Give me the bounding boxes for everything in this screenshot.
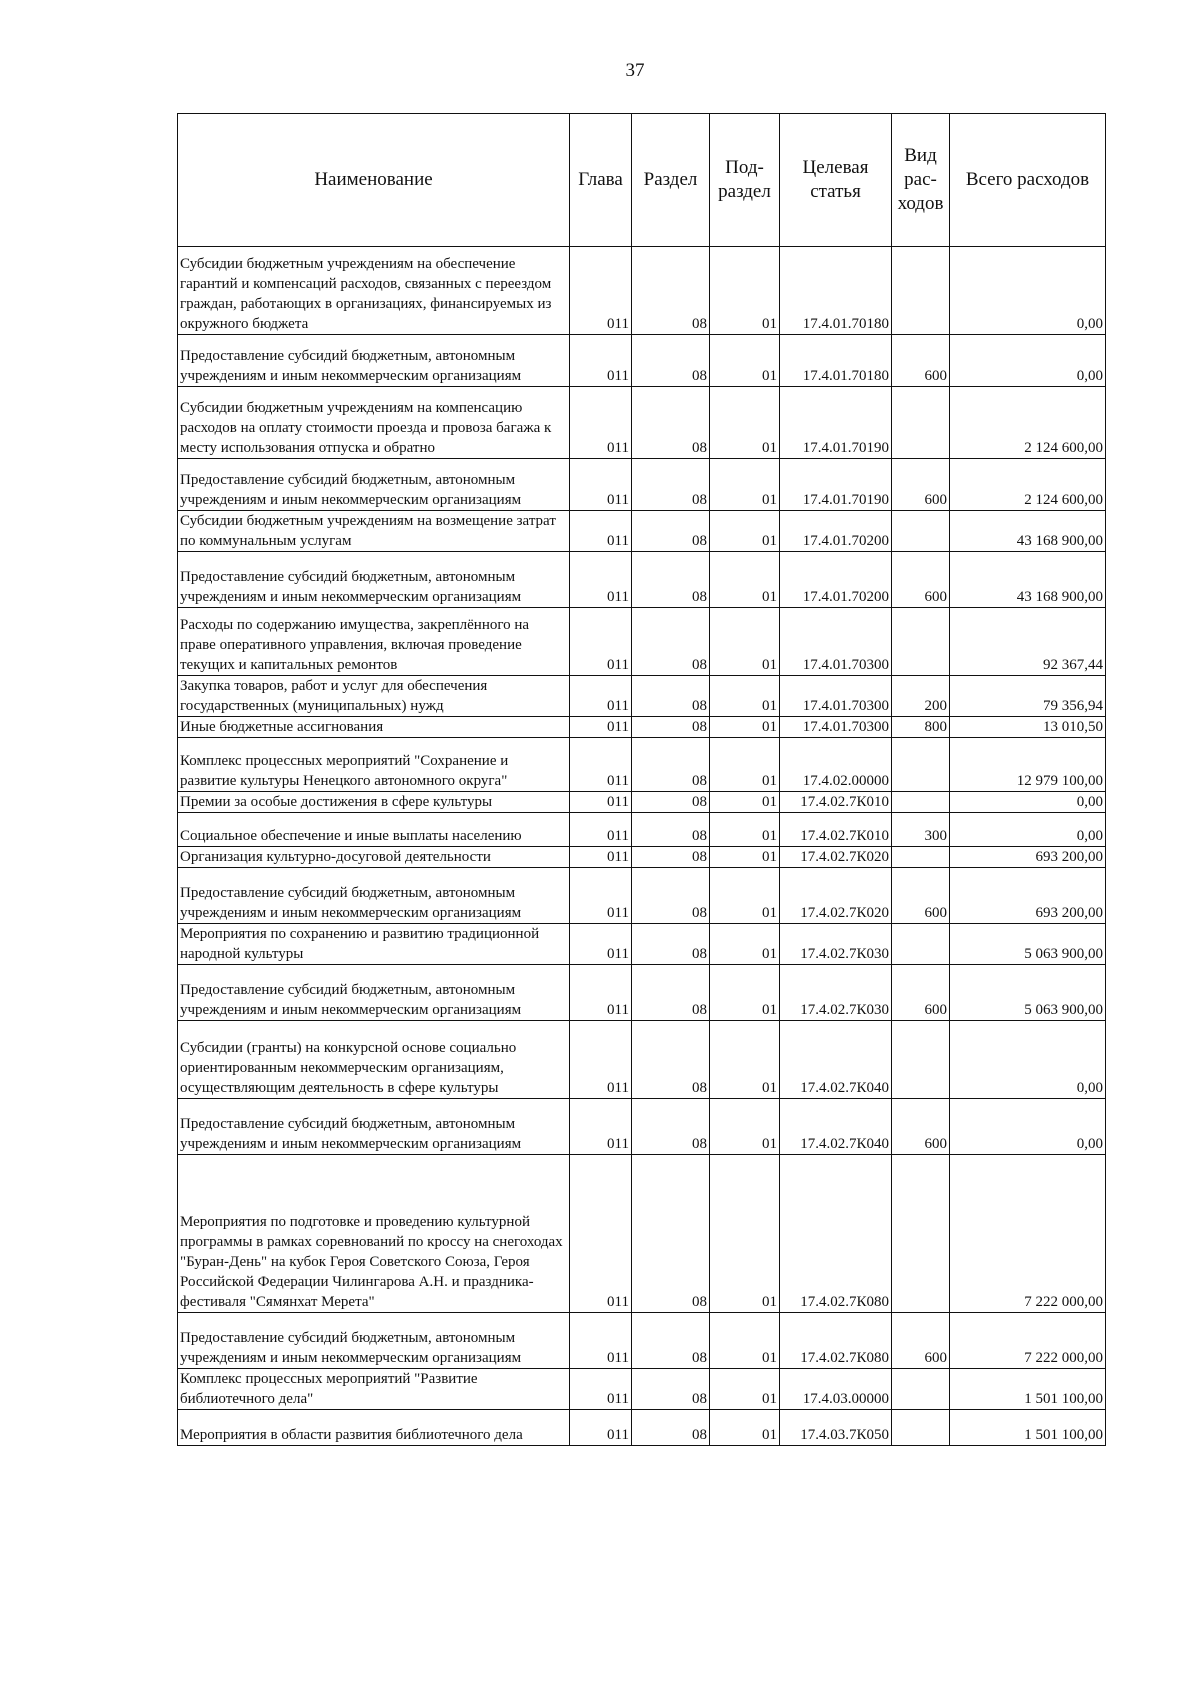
row-vid-cell: 600 — [892, 552, 950, 608]
table-row — [178, 924, 1106, 965]
row-total-cell: 5 063 900,00 — [950, 924, 1106, 965]
table-row — [178, 868, 1106, 924]
row-glava-cell: 011 — [570, 676, 632, 717]
row-podrazdel-cell: 01 — [710, 387, 780, 459]
row-glava-cell: 011 — [570, 1410, 632, 1446]
row-vid-cell — [892, 738, 950, 792]
row-glava-cell: 011 — [570, 1099, 632, 1155]
row-razdel-cell: 08 — [632, 717, 710, 738]
header-total: Всего расходов — [950, 114, 1106, 247]
table-row — [178, 738, 1106, 792]
table-row — [178, 459, 1106, 511]
row-total-cell: 693 200,00 — [950, 868, 1106, 924]
header-vid: Вид рас- ходов — [892, 114, 950, 247]
row-name-cell: Предоставление субсидий бюджетным, автономным учреждениям и иным некоммерческим организациям — [178, 1313, 570, 1369]
row-total-cell: 43 168 900,00 — [950, 511, 1106, 552]
row-vid-cell — [892, 1021, 950, 1099]
row-celevaya-cell: 17.4.02.7К030 — [780, 924, 892, 965]
row-razdel-cell: 08 — [632, 813, 710, 847]
row-glava-cell: 011 — [570, 1155, 632, 1313]
row-celevaya-cell: 17.4.01.70300 — [780, 608, 892, 676]
row-name-cell: Субсидии бюджетным учреждениям на возмещение затрат по коммунальным услугам — [178, 511, 570, 552]
row-podrazdel-cell: 01 — [710, 847, 780, 868]
table-row — [178, 1021, 1106, 1099]
row-vid-cell — [892, 924, 950, 965]
row-name-cell: Предоставление субсидий бюджетным, автономным учреждениям и иным некоммерческим организациям — [178, 552, 570, 608]
row-total-cell: 43 168 900,00 — [950, 552, 1106, 608]
row-name-cell: Иные бюджетные ассигнования — [178, 717, 570, 738]
row-name-cell: Предоставление субсидий бюджетным, автономным учреждениям и иным некоммерческим организациям — [178, 459, 570, 511]
row-name-cell: Расходы по содержанию имущества, закреплённого на праве оперативного управления, включая проведение текущих и капитальных ремонтов — [178, 608, 570, 676]
row-celevaya-cell: 17.4.01.70300 — [780, 717, 892, 738]
row-total-cell: 79 356,94 — [950, 676, 1106, 717]
row-total-cell: 92 367,44 — [950, 608, 1106, 676]
row-name-cell: Мероприятия по подготовке и проведению культурной программы в рамках соревнований по кроссу на снегоходах "Буран-День" на кубок Героя Советского Союза, Героя Российской Федерации Чилингарова А.Н. и праздника-фестиваля "Сямянхат Мерета" — [178, 1155, 570, 1313]
row-razdel-cell: 08 — [632, 1099, 710, 1155]
row-celevaya-cell: 17.4.02.7К040 — [780, 1021, 892, 1099]
row-razdel-cell: 08 — [632, 792, 710, 813]
header-podrazdel: Под- раздел — [710, 114, 780, 247]
row-podrazdel-cell: 01 — [710, 813, 780, 847]
row-total-cell: 0,00 — [950, 1099, 1106, 1155]
row-name-cell: Предоставление субсидий бюджетным, автономным учреждениям и иным некоммерческим организациям — [178, 965, 570, 1021]
row-name-cell: Предоставление субсидий бюджетным, автономным учреждениям и иным некоммерческим организациям — [178, 335, 570, 387]
row-razdel-cell: 08 — [632, 868, 710, 924]
row-glava-cell: 011 — [570, 335, 632, 387]
row-name-cell: Организация культурно-досуговой деятельности — [178, 847, 570, 868]
table-row — [178, 335, 1106, 387]
row-podrazdel-cell: 01 — [710, 1099, 780, 1155]
row-razdel-cell: 08 — [632, 924, 710, 965]
table-row — [178, 792, 1106, 813]
row-glava-cell: 011 — [570, 552, 632, 608]
row-podrazdel-cell: 01 — [710, 965, 780, 1021]
row-celevaya-cell: 17.4.02.7К040 — [780, 1099, 892, 1155]
row-name-cell: Субсидии (гранты) на конкурсной основе социально ориентированным некоммерческим организациям, осуществляющим деятельность в сфере культуры — [178, 1021, 570, 1099]
table-row — [178, 965, 1106, 1021]
row-vid-cell: 600 — [892, 459, 950, 511]
budget-table — [177, 113, 1106, 1446]
row-razdel-cell: 08 — [632, 459, 710, 511]
table-row — [178, 1313, 1106, 1369]
row-glava-cell: 011 — [570, 247, 632, 335]
row-name-cell: Предоставление субсидий бюджетным, автономным учреждениям и иным некоммерческим организациям — [178, 1099, 570, 1155]
row-podrazdel-cell: 01 — [710, 1155, 780, 1313]
row-total-cell: 12 979 100,00 — [950, 738, 1106, 792]
row-glava-cell: 011 — [570, 924, 632, 965]
row-glava-cell: 011 — [570, 511, 632, 552]
row-celevaya-cell: 17.4.02.7К010 — [780, 813, 892, 847]
row-glava-cell: 011 — [570, 847, 632, 868]
row-razdel-cell: 08 — [632, 1021, 710, 1099]
row-razdel-cell: 08 — [632, 511, 710, 552]
row-glava-cell: 011 — [570, 717, 632, 738]
row-total-cell: 0,00 — [950, 792, 1106, 813]
table-row — [178, 1099, 1106, 1155]
row-razdel-cell: 08 — [632, 965, 710, 1021]
row-name-cell: Субсидии бюджетным учреждениям на компенсацию расходов на оплату стоимости проезда и провоза багажа к месту использования отпуска и обратно — [178, 387, 570, 459]
row-total-cell: 0,00 — [950, 335, 1106, 387]
table-body — [178, 247, 1106, 1446]
row-total-cell: 5 063 900,00 — [950, 965, 1106, 1021]
row-vid-cell — [892, 511, 950, 552]
row-podrazdel-cell: 01 — [710, 247, 780, 335]
row-total-cell: 2 124 600,00 — [950, 387, 1106, 459]
row-name-cell: Предоставление субсидий бюджетным, автономным учреждениям и иным некоммерческим организациям — [178, 868, 570, 924]
row-name-cell: Мероприятия по сохранению и развитию традиционной народной культуры — [178, 924, 570, 965]
row-total-cell: 7 222 000,00 — [950, 1155, 1106, 1313]
row-celevaya-cell: 17.4.02.7К080 — [780, 1155, 892, 1313]
row-glava-cell: 011 — [570, 1313, 632, 1369]
row-razdel-cell: 08 — [632, 335, 710, 387]
row-name-cell: Мероприятия в области развития библиотечного дела — [178, 1410, 570, 1446]
row-podrazdel-cell: 01 — [710, 1021, 780, 1099]
row-name-cell: Закупка товаров, работ и услуг для обеспечения государственных (муниципальных) нужд — [178, 676, 570, 717]
row-name-cell: Социальное обеспечение и иные выплаты населению — [178, 813, 570, 847]
row-podrazdel-cell: 01 — [710, 738, 780, 792]
row-glava-cell: 011 — [570, 792, 632, 813]
row-vid-cell — [892, 608, 950, 676]
row-vid-cell: 600 — [892, 965, 950, 1021]
row-vid-cell — [892, 247, 950, 335]
row-celevaya-cell: 17.4.01.70190 — [780, 459, 892, 511]
row-celevaya-cell: 17.4.03.7К050 — [780, 1410, 892, 1446]
row-total-cell: 7 222 000,00 — [950, 1313, 1106, 1369]
row-vid-cell: 300 — [892, 813, 950, 847]
row-total-cell: 1 501 100,00 — [950, 1410, 1106, 1446]
table-row — [178, 608, 1106, 676]
header-name: Наименование — [178, 114, 570, 247]
row-razdel-cell: 08 — [632, 387, 710, 459]
row-celevaya-cell: 17.4.01.70200 — [780, 552, 892, 608]
row-podrazdel-cell: 01 — [710, 717, 780, 738]
header-razdel: Раздел — [632, 114, 710, 247]
row-glava-cell: 011 — [570, 813, 632, 847]
row-name-cell: Комплекс процессных мероприятий "Развитие библиотечного дела" — [178, 1369, 570, 1410]
row-vid-cell: 600 — [892, 1099, 950, 1155]
table-row — [178, 1410, 1106, 1446]
row-razdel-cell: 08 — [632, 247, 710, 335]
row-vid-cell: 200 — [892, 676, 950, 717]
row-razdel-cell: 08 — [632, 1155, 710, 1313]
row-celevaya-cell: 17.4.01.70180 — [780, 247, 892, 335]
row-vid-cell: 600 — [892, 335, 950, 387]
row-vid-cell — [892, 1155, 950, 1313]
row-podrazdel-cell: 01 — [710, 335, 780, 387]
row-vid-cell: 600 — [892, 868, 950, 924]
row-celevaya-cell: 17.4.02.7К010 — [780, 792, 892, 813]
row-glava-cell: 011 — [570, 965, 632, 1021]
table-row — [178, 552, 1106, 608]
row-total-cell: 1 501 100,00 — [950, 1369, 1106, 1410]
row-vid-cell — [892, 792, 950, 813]
table-row — [178, 511, 1106, 552]
table-row — [178, 676, 1106, 717]
row-celevaya-cell: 17.4.01.70180 — [780, 335, 892, 387]
row-podrazdel-cell: 01 — [710, 459, 780, 511]
row-celevaya-cell: 17.4.02.7К080 — [780, 1313, 892, 1369]
table-row — [178, 387, 1106, 459]
row-podrazdel-cell: 01 — [710, 924, 780, 965]
row-celevaya-cell: 17.4.02.7К020 — [780, 847, 892, 868]
row-vid-cell — [892, 847, 950, 868]
row-razdel-cell: 08 — [632, 847, 710, 868]
row-razdel-cell: 08 — [632, 608, 710, 676]
row-podrazdel-cell: 01 — [710, 792, 780, 813]
row-total-cell: 2 124 600,00 — [950, 459, 1106, 511]
row-celevaya-cell: 17.4.01.70300 — [780, 676, 892, 717]
row-name-cell: Субсидии бюджетным учреждениям на обеспечение гарантий и компенсаций расходов, связанных с переездом граждан, работающих в организациях, финансируемых из окружного бюджета — [178, 247, 570, 335]
row-glava-cell: 011 — [570, 608, 632, 676]
row-glava-cell: 011 — [570, 1369, 632, 1410]
row-celevaya-cell: 17.4.01.70200 — [780, 511, 892, 552]
row-razdel-cell: 08 — [632, 1369, 710, 1410]
row-podrazdel-cell: 01 — [710, 868, 780, 924]
table-row — [178, 1369, 1106, 1410]
row-vid-cell: 800 — [892, 717, 950, 738]
row-glava-cell: 011 — [570, 868, 632, 924]
row-glava-cell: 011 — [570, 459, 632, 511]
row-glava-cell: 011 — [570, 738, 632, 792]
row-vid-cell — [892, 1369, 950, 1410]
row-razdel-cell: 08 — [632, 676, 710, 717]
row-razdel-cell: 08 — [632, 738, 710, 792]
row-total-cell: 693 200,00 — [950, 847, 1106, 868]
header-glava: Глава — [570, 114, 632, 247]
table-header-row — [178, 114, 1106, 247]
row-razdel-cell: 08 — [632, 552, 710, 608]
row-razdel-cell: 08 — [632, 1410, 710, 1446]
row-podrazdel-cell: 01 — [710, 608, 780, 676]
table-row — [178, 1155, 1106, 1313]
row-podrazdel-cell: 01 — [710, 1369, 780, 1410]
table-row — [178, 847, 1106, 868]
row-total-cell: 0,00 — [950, 813, 1106, 847]
row-celevaya-cell: 17.4.02.7К030 — [780, 965, 892, 1021]
row-vid-cell — [892, 387, 950, 459]
row-glava-cell: 011 — [570, 1021, 632, 1099]
row-vid-cell: 600 — [892, 1313, 950, 1369]
table-row — [178, 717, 1106, 738]
row-razdel-cell: 08 — [632, 1313, 710, 1369]
row-vid-cell — [892, 1410, 950, 1446]
row-celevaya-cell: 17.4.02.7К020 — [780, 868, 892, 924]
row-name-cell: Комплекс процессных мероприятий "Сохранение и развитие культуры Ненецкого автономного округа" — [178, 738, 570, 792]
row-podrazdel-cell: 01 — [710, 1410, 780, 1446]
header-celevaya: Целевая статья — [780, 114, 892, 247]
row-celevaya-cell: 17.4.01.70190 — [780, 387, 892, 459]
row-podrazdel-cell: 01 — [710, 511, 780, 552]
row-total-cell: 13 010,50 — [950, 717, 1106, 738]
row-name-cell: Премии за особые достижения в сфере культуры — [178, 792, 570, 813]
row-celevaya-cell: 17.4.02.00000 — [780, 738, 892, 792]
page-number: 37 — [625, 60, 645, 81]
row-podrazdel-cell: 01 — [710, 552, 780, 608]
table-row — [178, 813, 1106, 847]
row-total-cell: 0,00 — [950, 247, 1106, 335]
table-row — [178, 247, 1106, 335]
row-podrazdel-cell: 01 — [710, 676, 780, 717]
row-total-cell: 0,00 — [950, 1021, 1106, 1099]
row-glava-cell: 011 — [570, 387, 632, 459]
row-celevaya-cell: 17.4.03.00000 — [780, 1369, 892, 1410]
row-podrazdel-cell: 01 — [710, 1313, 780, 1369]
